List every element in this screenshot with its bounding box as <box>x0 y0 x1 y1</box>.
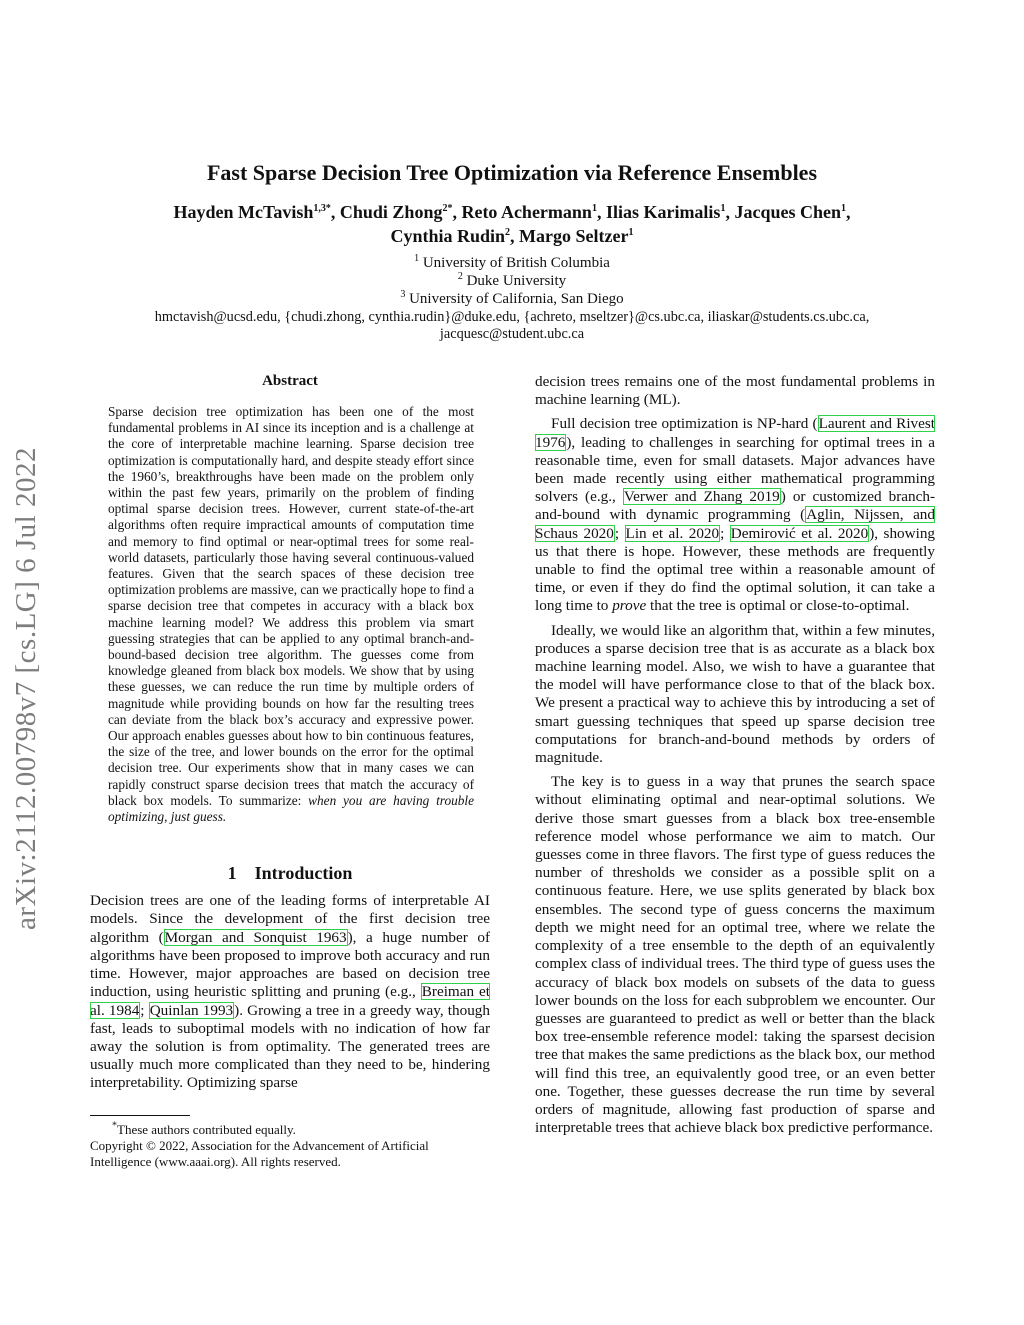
copyright-notice: Copyright © 2022, Association for the Advancement of Artificial Intelligence (www.aaai.org). All rights reserved. <box>90 1137 429 1169</box>
right-column <box>535 373 935 1143</box>
affil-name: University of California, San Diego <box>409 291 624 307</box>
author-affil-mark: 1 <box>720 203 726 214</box>
author-affil-mark: 1 <box>591 203 597 214</box>
author-name: Jacques Chen <box>734 202 841 222</box>
text-run: ), leading to challenges in searching for optimal trees in a reasonable time, even for small datasets. Major advances have been made recently using either mathematical programming solvers (e.g., <box>535 433 935 506</box>
author-name: Ilias Karimalis <box>605 202 721 222</box>
citation-link[interactable]: Verwer and Zhang 2019 <box>623 488 780 506</box>
abstract-body <box>108 404 474 825</box>
author-name: Reto Achermann <box>461 202 592 222</box>
affil-name: University of British Columbia <box>422 255 610 271</box>
abstract-closing: when you are having trouble optimizing, just guess. <box>108 792 474 825</box>
citation-link[interactable]: Laurent and Rivest 1976 <box>535 415 936 451</box>
text-run: that the tree is optimal or close-to-optimal. <box>646 597 910 615</box>
arxiv-stamp: arXiv:2112.00798v7 [cs.LG] 6 Jul 2022 <box>10 447 42 930</box>
paper-title: Fast Sparse Decision Tree Optimization via Reference Ensembles <box>206 160 818 185</box>
citation-link[interactable]: Breiman et al. 1984 <box>90 983 490 1019</box>
text-run: ) or customized branch-and-bound with dynamic programming ( <box>535 488 936 524</box>
author-name: Chudi Zhong <box>339 202 443 222</box>
section-title: Introduction <box>254 863 353 884</box>
text-run-italic: prove <box>612 597 647 615</box>
left-column <box>90 373 490 1170</box>
affiliation <box>80 290 944 308</box>
author-emails <box>80 309 944 343</box>
paragraph: The key is to guess in a way that prunes the search space without eliminating optimal and near-optimal solutions. We derive those smart guesses from a black box tree-ensemble reference model whose performance we aim to match. Our guesses come in three flavors. The first type of guess reduces the number of thresholds we consider as a possible split on a continuous feature. Here, we use splits generated by black box ensembles. The second type of guess concerns the maximum depth we might need for an optimal tree, where we relate the complexity of a tree ensemble to the depth of an equivalently complex class of individual trees. The third type of guess uses the accuracy of black box models on subsets of the data to guess lower bounds on the loss for each subproblem we encounter. Our guesses are guaranteed to predict as well or better than the black box tree-ensemble reference model: taking the sparsest decision tree that makes the same predictions as the black box, our method will find this tree, an equivalently good tree, or an even better one. Together, these guesses decrease the run time by several orders of magnitude, allowing fast production of sparse and interpretable trees that achieve black box predictive performance. <box>535 773 935 1137</box>
text-run: ), a huge number of algorithms have been proposed to improve both accuracy and run time. However, major approaches are based on decision tree induction, using heuristic splitting and pruning (e.g., <box>90 928 490 1001</box>
section-heading-introduction <box>90 863 490 884</box>
affiliation <box>80 254 944 272</box>
author-affil-mark: 1 <box>840 203 846 214</box>
section-number: 1 <box>227 863 237 884</box>
footnote-divider <box>90 1115 190 1116</box>
footnote-mark: * <box>112 1120 117 1132</box>
paragraph: Ideally, we would like an algorithm that, within a few minutes, produces a sparse decision tree that is as accurate as a black box machine learning model. Also, we wish to have a guarantee that the model will have performance close to that of the black box. We present a practical way to achieve this by introducing a set of smart guessing techniques that speed up sparse decision tree computations for branch-and-bound methods by orders of magnitude. <box>535 621 935 767</box>
text-run: ; <box>720 524 730 542</box>
paper-header <box>80 160 944 343</box>
author-name: Hayden McTavish <box>173 202 314 222</box>
citation-link[interactable]: Lin et al. 2020 <box>625 524 720 542</box>
author-affil-mark: 2 <box>505 227 511 238</box>
abstract-text: Sparse decision tree optimization has been one of the most fundamental problems in AI since its inception and is a challenge at the core of interpretable machine learning. Sparse decision tree optimization is computationally hard, and despite steady effort since the 1960’s, breakthroughs have been made on the problem only within the past few years, primarily on the problem of finding optimal sparse decision trees. However, current state-of-the-art algorithms often require impractical amounts of computation time and memory to find optimal or near-optimal trees for some real-world datasets, particularly those having several continuous-valued features. Given that the search spaces of these decision tree optimization problems are massive, can we practically hope to find a sparse decision tree that competes in accuracy with a black box machine learning model? We address this problem via smart guessing strategies that can be applied to any optimal branch-and-bound-based decision tree algorithm. The guesses come from knowledge gleaned from black box models. We show that by using these guesses, we can reduce the run time by multiple orders of magnitude while providing bounds on how far the resulting trees can deviate from the black box’s accuracy and expressive power. Our approach enables guesses about how to bin continuous features, the size of the tree, and lower bounds on the error for the optimal decision tree. Our experiments show that in many cases we can rapidly construct sparse decision trees that match the accuracy of black box models. To summarize: <box>108 404 474 808</box>
footnote <box>90 1122 490 1170</box>
footnote-text: These authors contributed equally. <box>117 1121 296 1137</box>
affil-mark: 3 <box>400 289 406 300</box>
abstract-heading: Abstract <box>262 373 318 389</box>
arxiv-stamp-container <box>10 372 50 932</box>
emails-line: jacquesc@student.ubc.ca <box>439 326 585 342</box>
author-name: Cynthia Rudin <box>390 226 506 246</box>
citation-link[interactable]: Demirović et al. 2020 <box>730 524 869 542</box>
paragraph: decision trees remains one of the most fundamental problems in machine learning (ML). <box>535 373 935 409</box>
affil-name: Duke University <box>466 273 567 289</box>
author-affil-mark: 1 <box>628 227 634 238</box>
author-list: Hayden McTavish$^{1,3*}$, Chudi Zhong$^{2*}$, Reto Achermann$^1$, Ilias Karimalis$^1$, Jacques Chen$^1$, Cynthia Rudin$^2$, Margo Seltzer$^1$ <box>173 202 851 246</box>
affil-mark: 2 <box>457 271 463 282</box>
text-run: ; <box>614 524 625 542</box>
emails-line: hmctavish@ucsd.edu, {chudi.zhong, cynthia.rudin}@duke.edu, {achreto, mseltzer}@cs.ubc.ca, iliaskar@students.cs.ubc.ca, <box>154 309 870 325</box>
author-affil-mark: 1,3* <box>313 203 331 214</box>
affil-mark: 1 <box>414 253 420 264</box>
intro-paragraph <box>90 892 490 1092</box>
text-run: ; <box>140 1001 149 1019</box>
citation-link[interactable]: Quinlan 1993 <box>149 1001 234 1019</box>
author-name: Margo Seltzer <box>519 226 629 246</box>
paragraph <box>535 415 935 615</box>
text-run: Decision trees are one of the leading forms of interpretable AI models. Since the development of the first decision tree algorithm ( <box>90 892 490 946</box>
footnote-equal-contribution <box>112 1122 490 1138</box>
affiliation <box>80 272 944 290</box>
text-run: ). Growing a tree in a greedy way, though fast, leads to suboptimal models with no indication of how far away the solution is from optimality. The generated trees are usually much more complicated than they need to be, hindering interpretability. Optimizing sparse <box>90 1001 490 1092</box>
citation-link[interactable]: Aglin, Nijssen, and Schaus 2020 <box>535 506 935 542</box>
text-run: Full decision tree optimization is NP-hard ( <box>551 415 818 433</box>
citation-link[interactable]: Morgan and Sonquist 1963 <box>164 928 347 946</box>
text-run: ), showing us that there is hope. However, these methods are frequently unable to find the optimal tree within a reasonable amount of time, or even if they do find the optimal solution, it can take a long time to <box>535 524 936 615</box>
author-affil-mark: 2* <box>442 203 453 214</box>
